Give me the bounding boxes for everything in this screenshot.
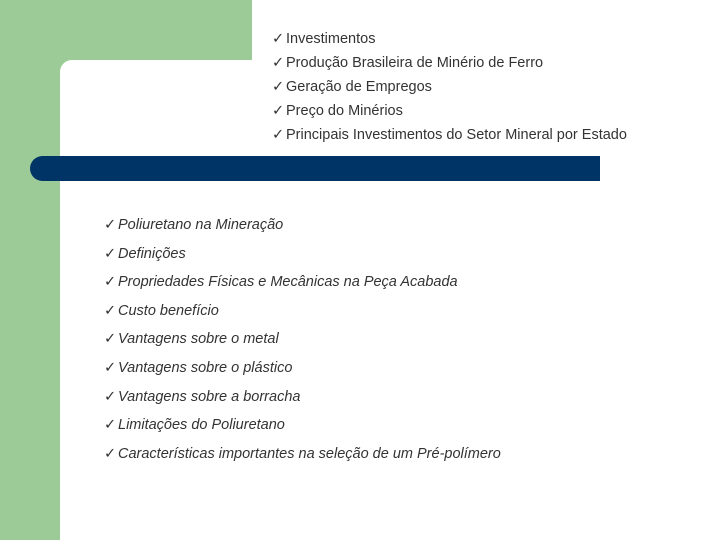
checkmark-icon: ✓ [104,417,117,434]
list-item [104,240,501,269]
list-item-text: Vantagens sobre o metal [118,331,279,348]
list-item [104,268,501,297]
list-item [104,383,501,412]
checkmark-icon: ✓ [272,127,285,143]
list-item [104,211,501,240]
list-item [104,411,501,440]
checkmark-icon: ✓ [104,331,117,348]
list-item-text: Poliuretano na Mineração [118,217,284,233]
checkmark-icon: ✓ [104,217,117,233]
list-item-text: Geração de Empregos [286,79,432,95]
list-item-text: Preço do Minérios [286,103,403,119]
list-item [272,51,627,75]
list-item-text: Características importantes na seleção de um Pré-polímero [118,445,501,462]
list-item-text: Vantagens sobre a borracha [118,388,301,405]
checkmark-icon: ✓ [272,103,285,119]
list-item-text: Investimentos [286,31,376,47]
list-item [272,123,627,147]
checkmark-icon: ✓ [272,31,285,47]
list-item-text: Principais Investimentos do Setor Mineral por Estado [286,127,627,143]
checkmark-icon: ✓ [104,359,117,376]
list-item-text: Custo benefício [118,302,219,319]
checkmark-icon: ✓ [104,274,117,291]
list-item [104,297,501,326]
checkmark-icon: ✓ [104,245,117,262]
checkmark-icon: ✓ [104,445,117,462]
list-item [272,75,627,99]
list-item [104,440,501,469]
list-item-text: Produção Brasileira de Minério de Ferro [286,55,544,71]
topics-list [272,27,627,147]
list-item [272,99,627,123]
list-item [104,354,501,383]
checkmark-icon: ✓ [272,79,285,95]
list-item-text: Vantagens sobre o plástico [118,359,293,376]
list-item [272,27,627,51]
title-divider-bar [30,156,600,181]
polyurethane-topics-list [104,211,501,468]
list-item [104,325,501,354]
list-item-text: Definições [118,245,186,262]
list-item-text: Limitações do Poliuretano [118,417,285,434]
list-item-text: Propriedades Físicas e Mecânicas na Peça Acabada [118,274,458,291]
checkmark-icon: ✓ [104,302,117,319]
checkmark-icon: ✓ [104,388,117,405]
checkmark-icon: ✓ [272,55,285,71]
